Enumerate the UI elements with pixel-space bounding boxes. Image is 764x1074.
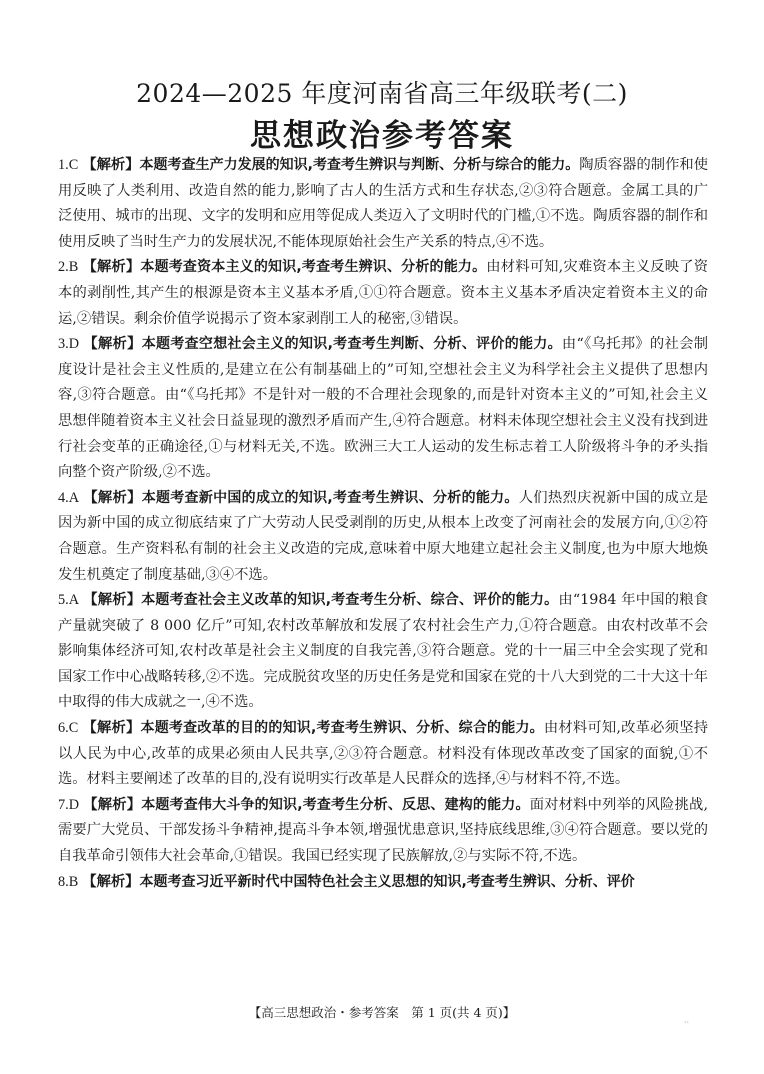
analysis-tag: 【解析】 xyxy=(82,259,141,276)
analysis-lead: 本题考查改革的目的的知识,考查考生辨识、分析、综合的能力。 xyxy=(140,720,544,737)
answer-choice: D xyxy=(68,336,80,353)
question-number: 5. xyxy=(58,592,69,609)
analysis-body: 人们热烈庆祝新中国的成立是因为新中国的成立彻底结束了广大劳动人民受剥削的历史,从根本上改变了河南社会的发展方向,①②符合题意。生产资料私有制的社会主义改造的完成,意味着中原大地建立起社会主义制度,也为中原大地焕发生机奠定了制度基础,③④不选。 xyxy=(58,489,709,583)
answer-title: 思想政治参考答案 xyxy=(250,118,514,154)
answer-choice: C xyxy=(68,157,79,173)
analysis-lead: 本题考查空想社会主义的知识,考查考生判断、分析、评价的能力。 xyxy=(141,336,562,353)
answer-choice: A xyxy=(68,592,80,609)
question-4-answer xyxy=(58,486,708,588)
analysis-lead: 本题考查新中国的成立的知识,考查考生辨识、分析的能力。 xyxy=(141,489,519,506)
scan-mark: ·· xyxy=(684,1018,690,1027)
answer-choice: B xyxy=(68,259,79,276)
question-number: 3. xyxy=(58,336,69,353)
question-number: 2. xyxy=(58,259,69,276)
analysis-body: 由材料可知,灾难资本主义反映了资本的剥削性,其产生的根源是资本主义基本矛盾,①①符合题意。资本主义基本矛盾决定着资本主义的命运,②错误。剩余价值学说揭示了资本家剥削工人的秘密,③错误。 xyxy=(58,259,708,327)
question-2-answer xyxy=(58,255,708,332)
analysis-lead: 本题考查生产力发展的知识,考查考生辨识与判断、分析与综合的能力。 xyxy=(139,157,580,173)
analysis-body: 由材料可知,改革必须坚持以人民为中心,改革的成果必须由人民共享,②③符合题意。材料没有体现改革改变了国家的面貌,①不选。材料主要阐述了改革的目的,没有说明实行改革是人民群众的选择,④与材料不符,不选。 xyxy=(58,720,708,788)
analysis-tag: 【解析】 xyxy=(83,489,142,506)
question-number: 7. xyxy=(58,796,69,813)
question-number: 8. xyxy=(58,873,69,890)
analysis-lead: 本题考查习近平新时代中国特色社会主义思想的知识,考查考生辨识、分析、评价 xyxy=(139,873,635,890)
analysis-tag: 【解析】 xyxy=(82,157,140,173)
question-6-answer xyxy=(58,716,708,793)
exam-title: 2024—2025 年度河南省高三年级联考(二) xyxy=(136,79,628,108)
analysis-tag: 【解析】 xyxy=(82,720,141,737)
analysis-body: 由“1984 年中国的粮食产量就突破了 8 000 亿斤”可知,农村改革解放和发展了农村社会生产力,①符合题意。由农村改革不会影响集体经济可知,农村改革是社会主义制度的自我完善,③符合题意。党的十一届三中全会实现了党和国家工作中心战略转移,②不选。完成脱贫攻坚的历史任务是党和国家在党的十八大到党的二十大这十年中取得的伟大成就之一,④不选。 xyxy=(58,592,708,711)
question-1-answer xyxy=(58,153,708,255)
question-5-answer xyxy=(58,588,708,716)
question-3-answer xyxy=(58,332,708,486)
question-number: 4. xyxy=(58,489,69,506)
analysis-body: 面对材料中列举的风险挑战,需要广大党员、干部发扬斗争精神,提高斗争本领,增强忧患意识,坚持底线思维,③④符合题意。要以党的自我革命引领伟大社会革命,①错误。我国已经实现了民族解放,②与实际不符,不选。 xyxy=(58,796,709,865)
analysis-tag: 【解析】 xyxy=(83,592,142,609)
question-8-answer xyxy=(58,870,708,896)
answer-choice: A xyxy=(68,489,80,506)
answer-list xyxy=(58,153,708,895)
question-number: 6. xyxy=(58,720,69,737)
analysis-tag: 【解析】 xyxy=(83,796,142,813)
page-footer: 【高三思想政治・参考答案 第 1 页(共 4 页)】 xyxy=(248,1005,516,1020)
analysis-lead: 本题考查社会主义改革的知识,考查考生分析、综合、评价的能力。 xyxy=(141,592,559,609)
analysis-body: 由“《乌托邦》的社会制度设计是社会主义性质的,是建立在公有制基础上的”可知,空想社会主义为科学社会主义提供了思想内容,③符合题意。由“《乌托邦》不是针对一般的不合理社会现象的,而是针对资本主义的”可知,社会主义思想伴随着资本主义社会日益显现的激烈矛盾而产生,④符合题意。材料未体现空想社会主义没有找到进行社会变革的正确途径,①与材料无关,不选。欧洲三大工人运动的发生标志着工人阶级将斗争的矛头指向整个资产阶级,②不选。 xyxy=(58,336,708,481)
analysis-body: 陶质容器的制作和使用反映了人类利用、改造自然的能力,影响了古人的生活方式和生存状态,②③符合题意。金属工具的广泛使用、城市的出现、文字的发明和应用等促成人类迈入了文明时代的门槛,①不选。陶质容器的制作和使用反映了当时生产力的发展状况,不能体现原始社会生产关系的特点,④不选。 xyxy=(58,157,709,250)
analysis-lead: 本题考查资本主义的知识,考查考生辨识、分析的能力。 xyxy=(140,259,487,276)
answer-choice: D xyxy=(68,796,80,813)
question-number: 1. xyxy=(58,157,69,173)
question-7-answer xyxy=(58,793,708,870)
analysis-tag: 【解析】 xyxy=(82,873,140,890)
analysis-lead: 本题考查伟大斗争的知识,考查考生分析、反思、建构的能力。 xyxy=(141,796,530,813)
answer-choice: C xyxy=(68,720,79,737)
analysis-tag: 【解析】 xyxy=(83,336,142,353)
answer-choice: B xyxy=(68,873,79,890)
